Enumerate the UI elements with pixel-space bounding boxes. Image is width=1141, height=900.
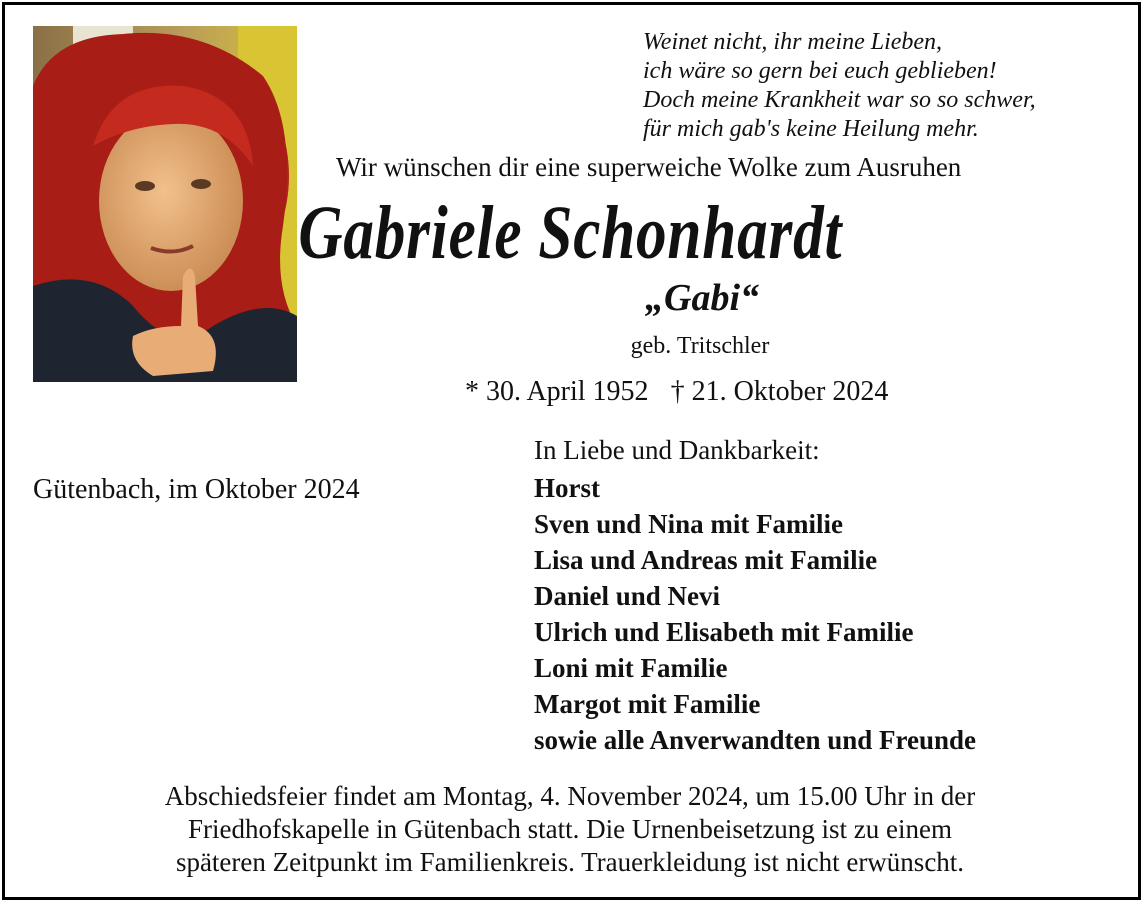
list-item: Horst — [534, 473, 600, 503]
death-date: † 21. Oktober 2024 — [670, 376, 889, 407]
poem-line: Weinet nicht, ihr meine Lieben, — [643, 29, 943, 55]
mourners-block — [534, 434, 976, 758]
deceased-name: Gabriele Schonhardt — [298, 191, 843, 275]
poem — [643, 28, 1036, 144]
list-item: Daniel und Nevi — [534, 581, 721, 611]
place-date: Gütenbach, im Oktober 2024 — [33, 474, 360, 505]
nickname: „Gabi“ — [645, 277, 759, 319]
poem-line: für mich gab's keine Heilung mehr. — [643, 116, 979, 142]
poem-line: Doch meine Krankheit war so so schwer, — [643, 87, 1036, 113]
list-item: Lisa und Andreas mit Familie — [534, 545, 878, 575]
list-item: Ulrich und Elisabeth mit Familie — [534, 617, 914, 647]
list-item: sowie alle Anverwandten und Freunde — [534, 725, 977, 755]
notice-line: Friedhofskapelle in Gütenbach statt. Die Urnenbeisetzung ist zu einem — [187, 814, 953, 844]
ceremony-notice — [40, 780, 1100, 879]
list-item: Margot mit Familie — [534, 689, 761, 719]
mourners-intro: In Liebe und Dankbarkeit: — [534, 435, 820, 465]
birth-date: * 30. April 1952 — [465, 376, 649, 407]
life-dates — [465, 376, 888, 408]
birth-name: geb. Tritschler — [630, 333, 770, 359]
mourners-list — [534, 470, 976, 758]
poem-line: ich wäre so gern bei euch geblieben! — [643, 58, 997, 84]
list-item: Loni mit Familie — [534, 653, 728, 683]
wish-line: Wir wünschen dir eine superweiche Wolke zum Ausruhen — [336, 152, 962, 182]
notice-line: Abschiedsfeier findet am Montag, 4. November 2024, um 15.00 Uhr in der — [164, 781, 976, 811]
list-item: Sven und Nina mit Familie — [534, 509, 844, 539]
notice-line: späteren Zeitpunkt im Familienkreis. Trauerkleidung ist nicht erwünscht. — [175, 847, 965, 877]
